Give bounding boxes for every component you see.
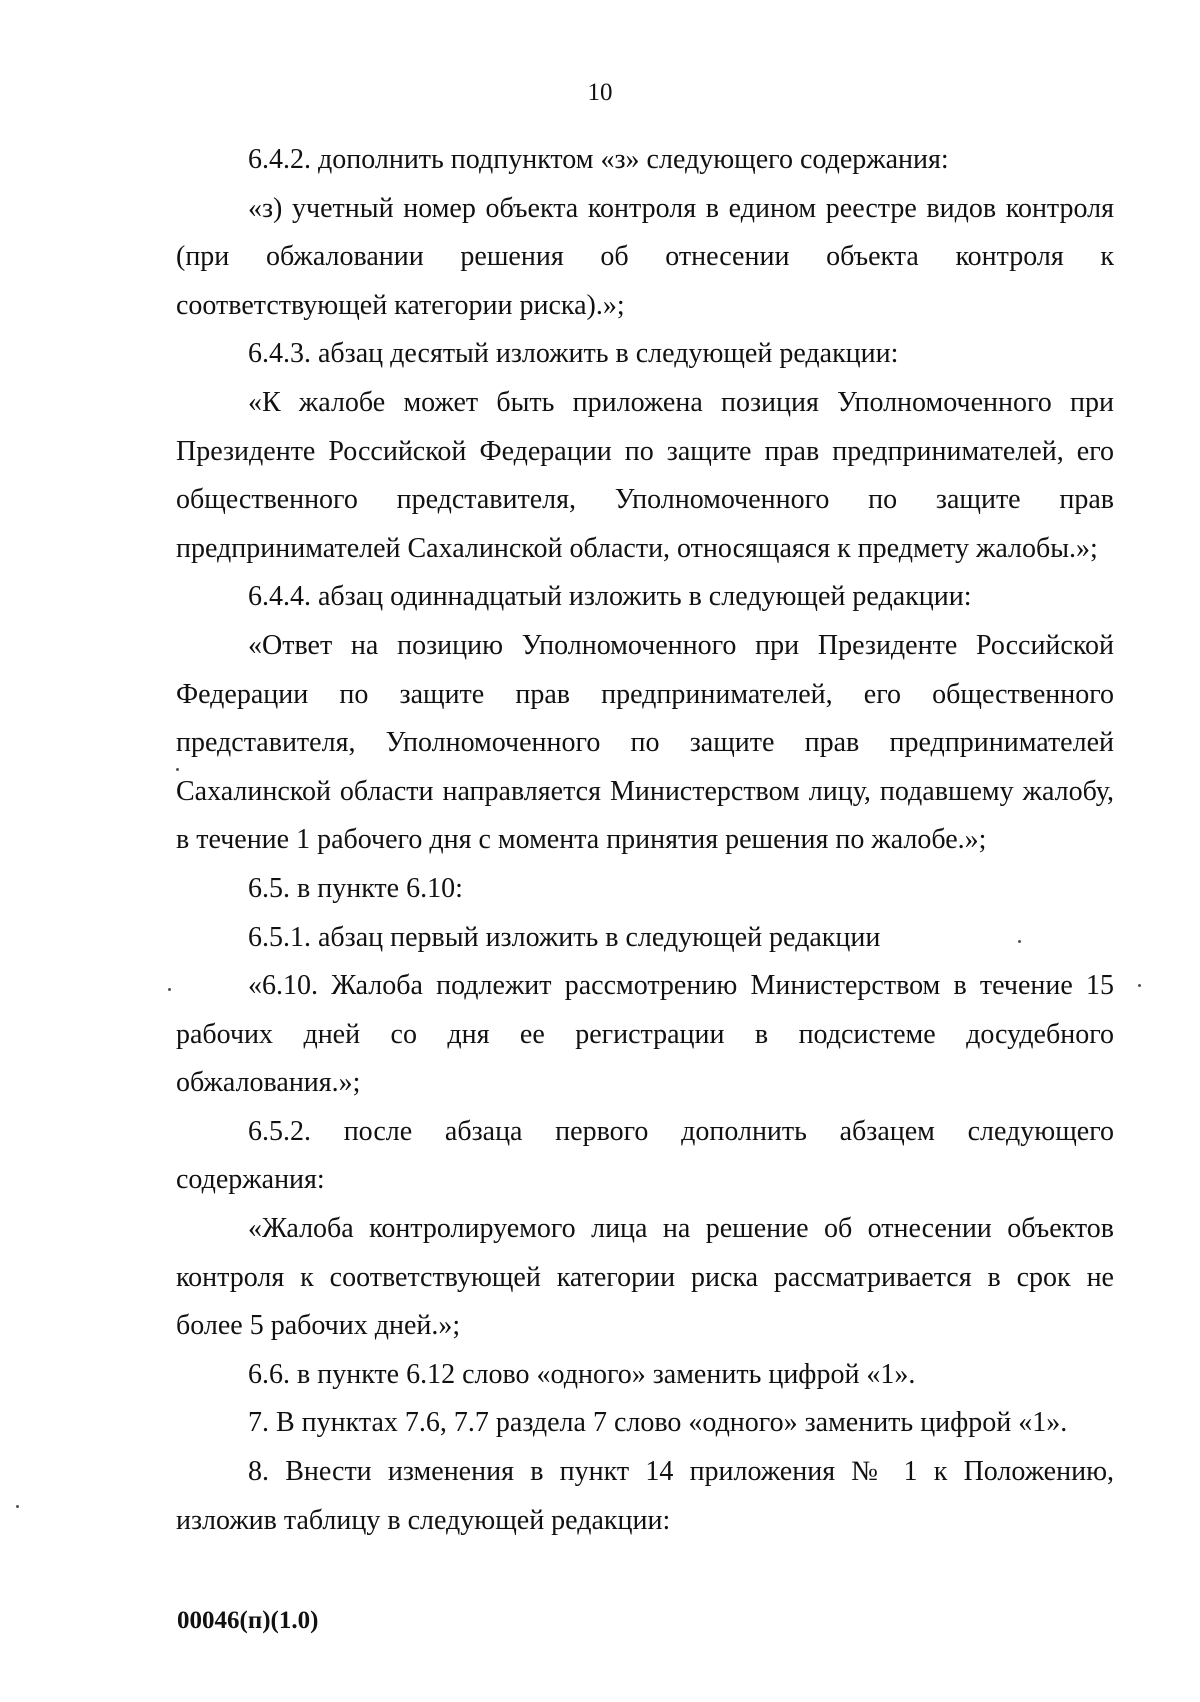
paragraph-6-5-2: 6.5.2. после абзаца первого дополнить абзацем следующего содержания:: [176, 1115, 1114, 1196]
paragraph-6-4-2: 6.4.2. дополнить подпунктом «з» следующего содержания:: [248, 144, 949, 175]
scan-speck: [1018, 940, 1021, 943]
scan-speck: [176, 768, 179, 771]
paragraph-7: 7. В пунктах 7.6, 7.7 раздела 7 слово «одного» заменить цифрой «1».: [248, 1407, 1068, 1439]
paragraph-8: 8. Внести изменения в пункт 14 приложения № 1 к Положению, изложив таблицу в следующей редакции:: [176, 1456, 1114, 1536]
footer-code: 00046(п)(1.0): [177, 1607, 319, 1634]
scan-speck: [168, 988, 171, 991]
paragraph-6-10: «6.10. Жалоба подлежит рассмотрению Министерством в течение 15 рабочих дней со дня ее регистрации в подсистеме досудебного обжалования.»;: [176, 970, 1114, 1099]
paragraph-6-6: 6.6. в пункте 6.12 слово «одного» заменить цифрой «1».: [248, 1358, 916, 1390]
paragraph-complaint-attachment: «К жалобе может быть приложена позиция Уполномоченного при Президенте Российской Федерации по защите прав предпринимателей, его общественного представителя, Уполномоченного по защите прав предпринимателей Сахалинской области, относящаяся к предмету жалобы.»;: [176, 386, 1114, 564]
scan-speck: [1138, 984, 1141, 987]
paragraph-6-5-1: 6.5.1. абзац первый изложить в следующей редакции: [248, 921, 881, 953]
document-body: [176, 136, 1114, 1545]
paragraph-risk-category-complaint: «Жалоба контролируемого лица на решение об отнесении объектов контроля к соответствующей категории риска рассматривается в срок не более 5 рабочих дней.»;: [176, 1213, 1114, 1342]
scan-speck: [16, 1505, 19, 1508]
paragraph-6-5: 6.5. в пункте 6.10:: [248, 872, 463, 904]
paragraph-6-4-4: 6.4.4. абзац одиннадцатый изложить в следующей редакции:: [248, 581, 972, 613]
paragraph-subitem-z: «з) учетный номер объекта контроля в едином реестре видов контроля (при обжаловании решения об отнесении объекта контроля к соответствующей категории риска).»;: [176, 192, 1114, 321]
paragraph-6-4-3: 6.4.3. абзац десятый изложить в следующей редакции:: [248, 338, 899, 370]
paragraph-response-position: «Ответ на позицию Уполномоченного при Президенте Российской Федерации по защите прав предпринимателей, его общественного представителя, Уполномоченного по защите прав предпринимателей Сахалинской области направляется Министерством лицу, подавшему жалобу, в течение 1 рабочего дня с момента принятия решения по жалобе.»;: [176, 629, 1114, 856]
page-number: 10: [587, 79, 613, 106]
